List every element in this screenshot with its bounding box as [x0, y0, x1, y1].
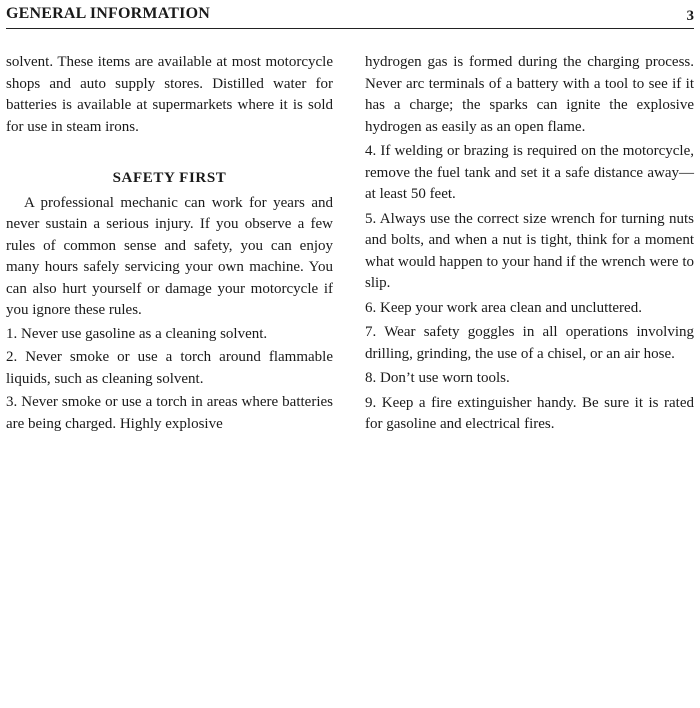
list-item: 5. Always use the correct size wrench for turning nuts and bolts, and when a nut is tight, think for a moment what would happen to your hand if the wrench were to slip.: [365, 210, 694, 291]
page-number: 3: [686, 8, 694, 24]
page-header: [6, 4, 694, 29]
list-item: 8. Don’t use worn tools.: [365, 370, 510, 386]
list-item: 2. Never smoke or use a torch around flammable liquids, such as cleaning solvent.: [6, 349, 333, 387]
list-item: 1. Never use gasoline as a cleaning solvent.: [6, 325, 268, 342]
list-item: 6. Keep your work area clean and uncluttered.: [365, 299, 642, 316]
continuation-paragraph: hydrogen gas is formed during the charging process. Never arc terminals of a battery with a tool to see if it has a charge; the sparks can ignite the explosive hydrogen as easily as an open flame.: [365, 54, 694, 135]
body-paragraph: A professional mechanic can work for years and never sustain a serious injury. If you observe a few rules of common sense and safety, you can enjoy many hours safely servicing your own machine. You can also hurt yourself or damage your motorcycle if you ignore these rules.: [6, 194, 333, 318]
spacer: [6, 138, 333, 168]
list-item: 9. Keep a fire extinguisher handy. Be sure it is rated for gasoline and electrical fires.: [365, 394, 694, 432]
right-column: [365, 52, 694, 436]
left-column: [6, 52, 333, 435]
list-item: 4. If welding or brazing is required on the motorcycle, remove the fuel tank and set it a safe distance away—at least 50 feet.: [365, 143, 694, 202]
header-title: GENERAL INFORMATION: [6, 5, 210, 22]
section-heading: SAFETY FIRST: [112, 170, 227, 186]
list-item: 3. Never smoke or use a torch in areas where batteries are being charged. Highly explosive: [6, 394, 333, 432]
list-item: 7. Wear safety goggles in all operations involving drilling, grinding, the use of a chisel, or an air hose.: [365, 324, 694, 362]
intro-paragraph: solvent. These items are available at most motorcycle shops and auto supply stores. Distilled water for batteries is available at supermarkets where it is sold for use in steam irons.: [6, 54, 333, 135]
